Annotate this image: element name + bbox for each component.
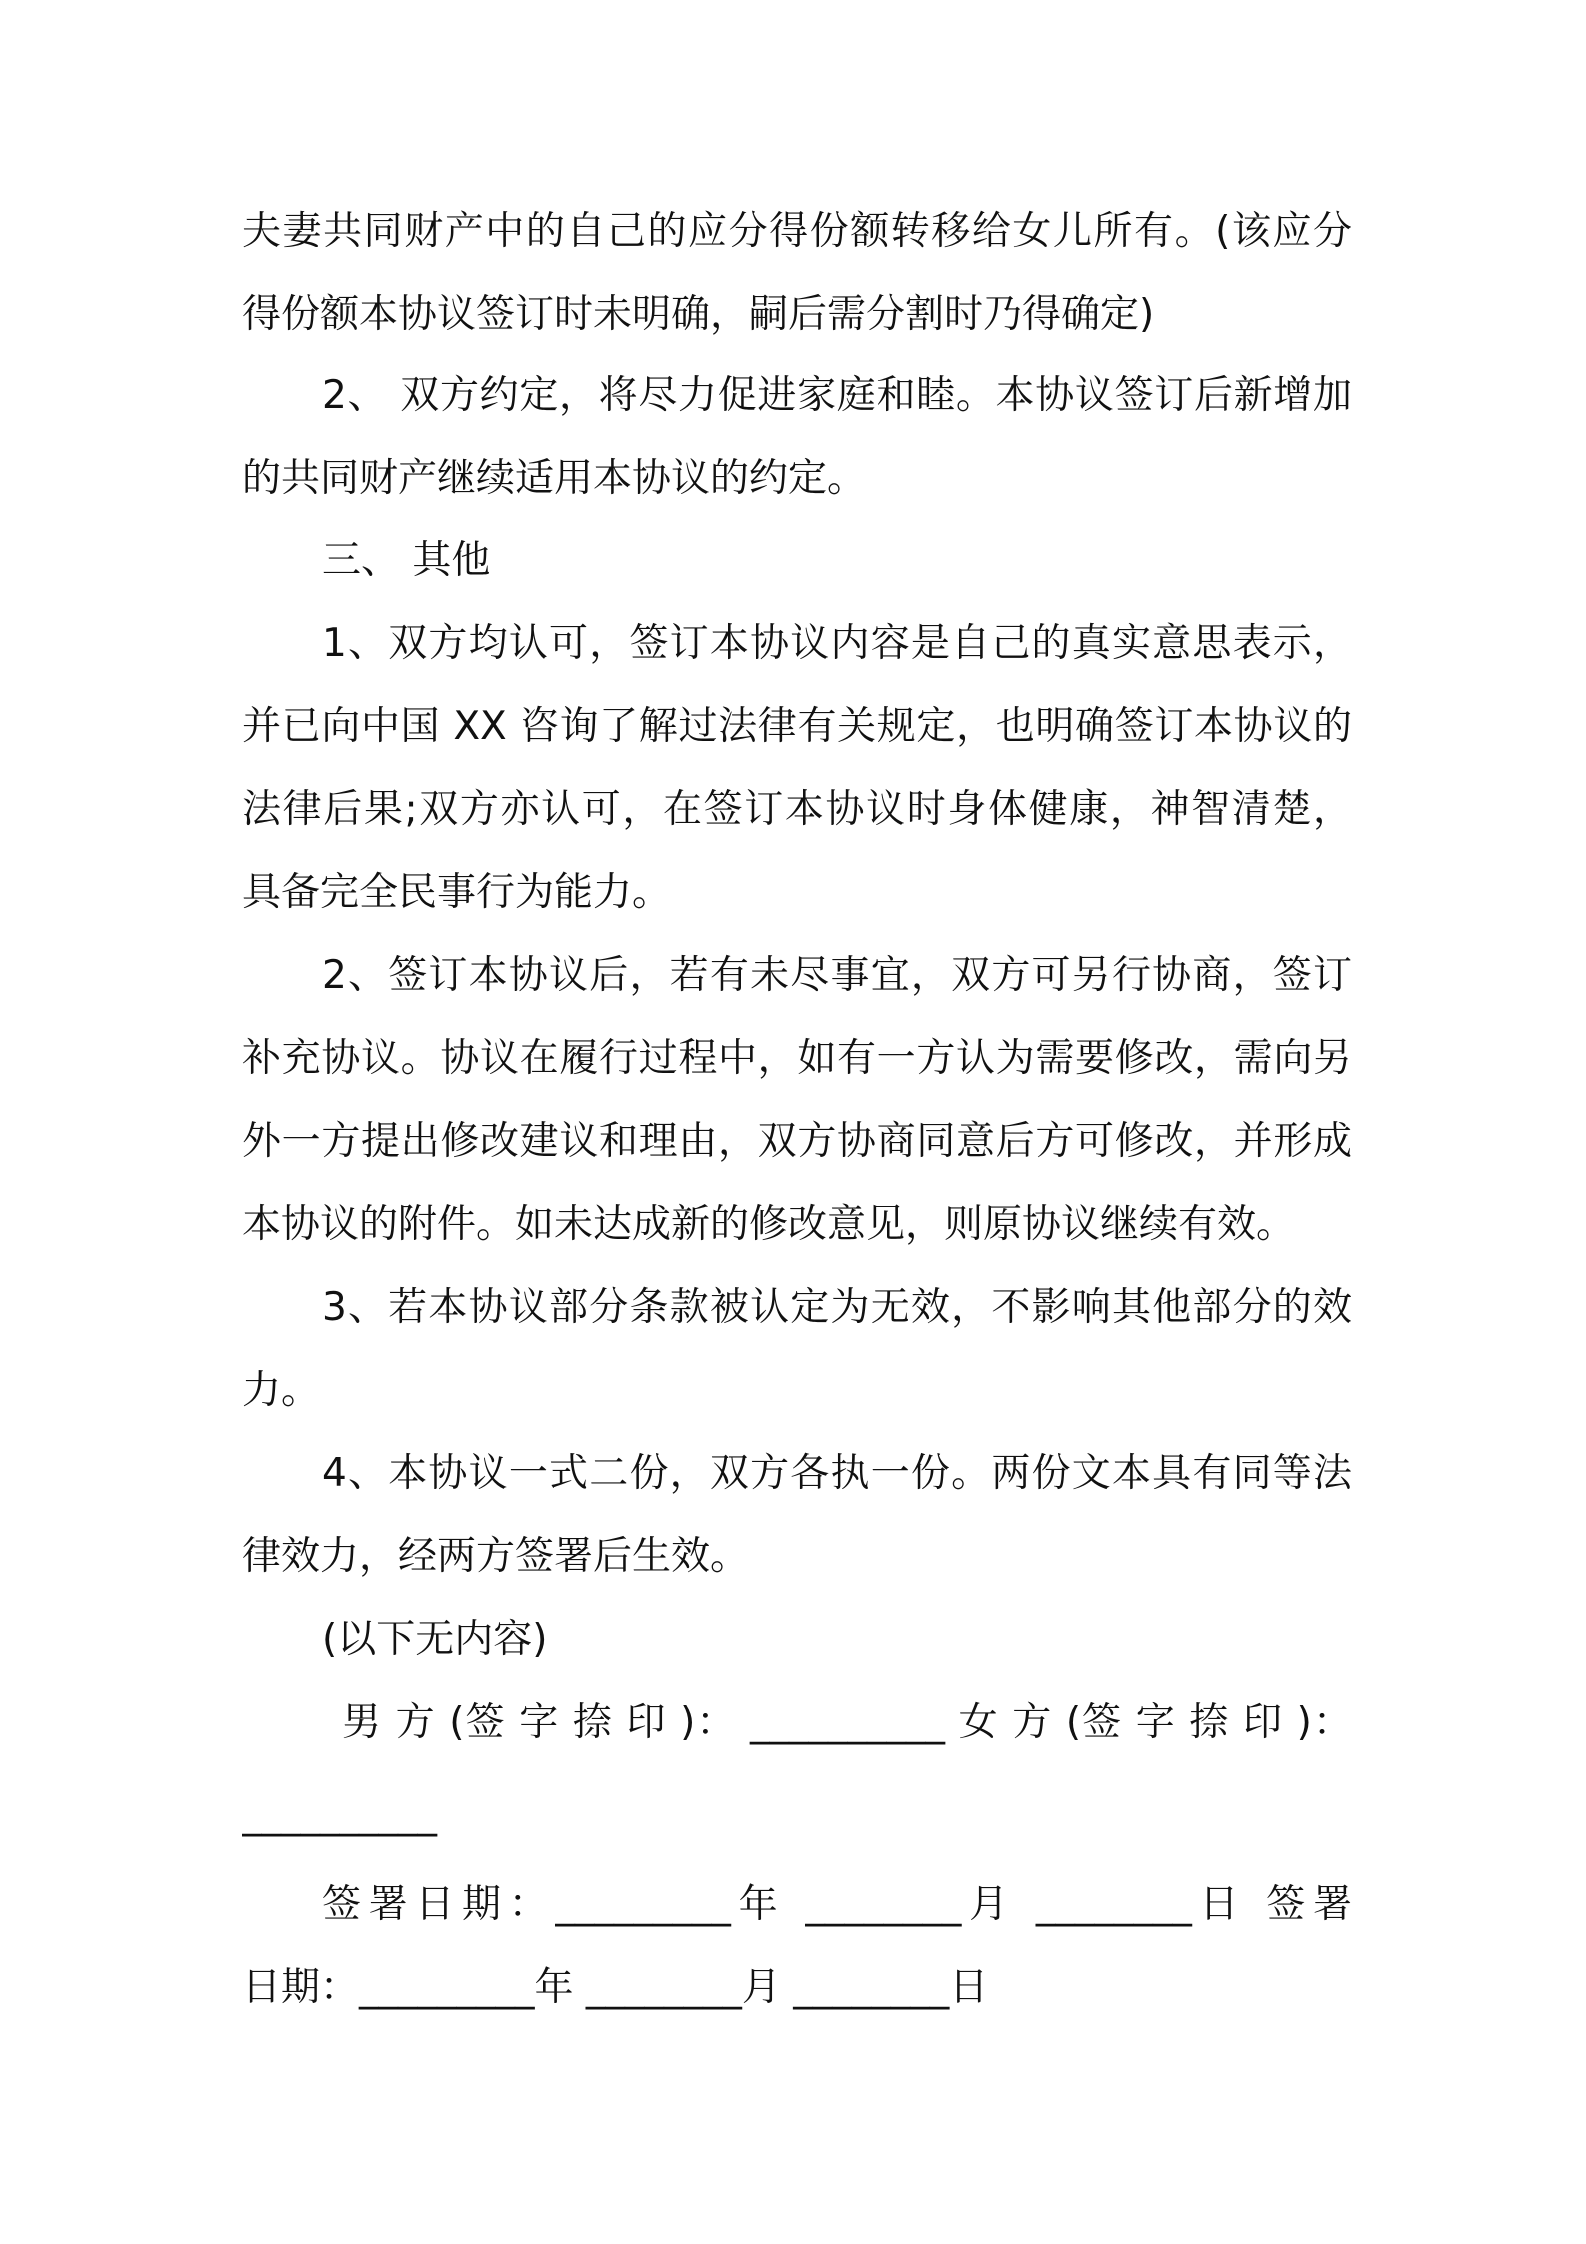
paragraph-line: 具备完全民事行为能力。 <box>242 870 672 915</box>
section-heading: 三、 其他 <box>322 538 491 583</box>
signing-date-line: 日期：_________年 ________月 ________日 <box>242 1965 989 2010</box>
paragraph-line: 得份额本协议签订时未明确，嗣后需分割时乃得确定) <box>242 292 1155 337</box>
paragraph-line: 并已向中国 XX 咨询了解过法律有关规定，也明确签订本协议的 <box>242 704 1352 749</box>
paragraph-line: 法律后果;双方亦认可，在签订本协议时身体健康，神智清楚， <box>242 787 1352 832</box>
paragraph-line: 的共同财产继续适用本协议的约定。 <box>242 456 867 501</box>
paragraph-line: 本协议的附件。如未达成新的修改意见，则原协议继续有效。 <box>242 1202 1296 1247</box>
paragraph-line: 3、若本协议部分条款被认定为无效，不影响其他部分的效 <box>322 1285 1352 1330</box>
paragraph-line: 4、本协议一式二份，双方各执一份。两份文本具有同等法 <box>322 1451 1352 1496</box>
paragraph-line: 律效力，经两方签署后生效。 <box>242 1534 750 1579</box>
paragraph-line: 外一方提出修改建议和理由，双方协商同意后方可修改，并形成 <box>242 1119 1352 1164</box>
signature-line: 男 方 (签 字 捺 印 )： __________ 女 方 (签 字 捺 印 )： <box>342 1700 1352 1745</box>
paragraph-line: 2、 双方约定，将尽力促进家庭和睦。本协议签订后新增加 <box>322 373 1352 418</box>
paragraph-line: 2、签订本协议后，若有未尽事宜，双方可另行协商，签订 <box>322 953 1352 998</box>
end-note: (以下无内容) <box>322 1617 548 1662</box>
paragraph-line: 补充协议。协议在履行过程中，如有一方认为需要修改，需向另 <box>242 1036 1352 1081</box>
paragraph-line: 力。 <box>242 1368 321 1413</box>
signature-blank: __________ <box>242 1792 437 1837</box>
signing-date-line: 签署日期：_________年 ________月 ________日 签署 <box>322 1882 1352 1927</box>
paragraph-line: 夫妻共同财产中的自己的应分得份额转移给女儿所有。(该应分 <box>242 209 1352 254</box>
paragraph-line: 1、双方均认可，签订本协议内容是自己的真实意思表示， <box>322 621 1352 666</box>
